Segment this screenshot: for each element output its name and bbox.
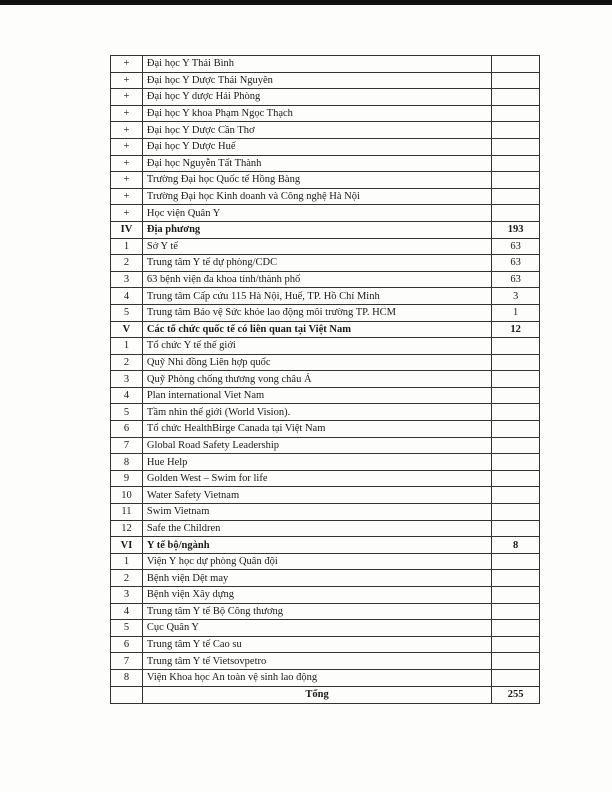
- table-row: [111, 454, 540, 471]
- row-count-cell: [492, 587, 540, 604]
- table-row: [111, 371, 540, 388]
- organization-table: [110, 55, 540, 704]
- row-number-cell: 12: [111, 520, 143, 537]
- row-number-cell: V: [111, 321, 143, 338]
- table-row: [111, 89, 540, 106]
- row-number-cell: 8: [111, 454, 143, 471]
- row-count-cell: 12: [492, 321, 540, 338]
- table-row: [111, 387, 540, 404]
- row-count-cell: [492, 122, 540, 139]
- row-name-cell: Đại học Nguyễn Tất Thành: [142, 155, 491, 172]
- row-number-cell: 3: [111, 271, 143, 288]
- row-number-cell: 2: [111, 354, 143, 371]
- table-row: [111, 122, 540, 139]
- row-count-cell: 8: [492, 537, 540, 554]
- row-name-cell: Plan international Viet Nam: [142, 387, 491, 404]
- row-count-cell: 63: [492, 271, 540, 288]
- row-count-cell: [492, 669, 540, 686]
- row-count-cell: 63: [492, 238, 540, 255]
- row-number-cell: +: [111, 122, 143, 139]
- row-number-cell: 2: [111, 255, 143, 272]
- row-count-cell: [492, 470, 540, 487]
- table-row: [111, 653, 540, 670]
- row-number-cell: 10: [111, 487, 143, 504]
- row-number-cell: 6: [111, 421, 143, 438]
- row-number-cell: +: [111, 155, 143, 172]
- row-name-cell: Trung tâm Y tế Bộ Công thương: [142, 603, 491, 620]
- table-row: [111, 105, 540, 122]
- row-name-cell: Đại học Y Dược Cần Thơ: [142, 122, 491, 139]
- row-count-cell: [492, 188, 540, 205]
- row-count-cell: [492, 437, 540, 454]
- row-name-cell: Quỹ Nhi đồng Liên hợp quốc: [142, 354, 491, 371]
- table-row: [111, 437, 540, 454]
- row-name-cell: Safe the Children: [142, 520, 491, 537]
- row-count-cell: [492, 205, 540, 222]
- row-number-cell: +: [111, 172, 143, 189]
- row-count-cell: 63: [492, 255, 540, 272]
- row-count-cell: [492, 387, 540, 404]
- row-name-cell: Trung tâm Cấp cứu 115 Hà Nội, Huế, TP. Hồ Chí Minh: [142, 288, 491, 305]
- row-number-cell: +: [111, 56, 143, 73]
- row-count-cell: 3: [492, 288, 540, 305]
- row-name-cell: Trường Đại học Kinh doanh và Công nghệ Hà Nội: [142, 188, 491, 205]
- row-count-cell: [492, 172, 540, 189]
- row-number-cell: VI: [111, 537, 143, 554]
- row-name-cell: Bệnh viện Dệt may: [142, 570, 491, 587]
- row-name-cell: Golden West – Swim for life: [142, 470, 491, 487]
- table-row: [111, 354, 540, 371]
- row-number-cell: 3: [111, 587, 143, 604]
- table-row: [111, 470, 540, 487]
- row-count-cell: [492, 138, 540, 155]
- row-number-cell: +: [111, 188, 143, 205]
- row-count-cell: [492, 454, 540, 471]
- row-name-cell: Học viện Quân Y: [142, 205, 491, 222]
- row-count-cell: [492, 155, 540, 172]
- table-row: [111, 487, 540, 504]
- table-row: [111, 669, 540, 686]
- row-name-cell: Đại học Y khoa Phạm Ngọc Thạch: [142, 105, 491, 122]
- table-row: [111, 570, 540, 587]
- table-row: [111, 603, 540, 620]
- row-count-cell: [492, 338, 540, 355]
- row-number-cell: +: [111, 105, 143, 122]
- row-count-cell: [492, 354, 540, 371]
- table-row: [111, 72, 540, 89]
- table-row: [111, 238, 540, 255]
- row-number-cell: 1: [111, 238, 143, 255]
- row-number-cell: 1: [111, 553, 143, 570]
- row-count-cell: [492, 570, 540, 587]
- row-name-cell: Viện Y học dự phòng Quân đội: [142, 553, 491, 570]
- row-name-cell: Sở Y tế: [142, 238, 491, 255]
- row-name-cell: Y tế bộ/ngành: [142, 537, 491, 554]
- row-number-cell: 7: [111, 437, 143, 454]
- row-number-cell: +: [111, 205, 143, 222]
- row-name-cell: Các tổ chức quốc tế có liên quan tại Việt Nam: [142, 321, 491, 338]
- row-name-cell: Trung tâm Y tế Cao su: [142, 636, 491, 653]
- row-count-cell: 255: [492, 686, 540, 703]
- row-count-cell: [492, 520, 540, 537]
- row-count-cell: 1: [492, 304, 540, 321]
- row-name-cell: Tổ chức Y tế thế giới: [142, 338, 491, 355]
- row-count-cell: [492, 620, 540, 637]
- row-number-cell: +: [111, 89, 143, 106]
- table-row: [111, 636, 540, 653]
- table-row: [111, 172, 540, 189]
- table-row: [111, 205, 540, 222]
- section-row: [111, 537, 540, 554]
- row-name-cell: Đại học Y dược Hải Phòng: [142, 89, 491, 106]
- row-name-cell: 63 bệnh viện đa khoa tỉnh/thành phố: [142, 271, 491, 288]
- row-name-cell: Tổ chức HealthBirge Canada tại Việt Nam: [142, 421, 491, 438]
- table-row: [111, 620, 540, 637]
- table-row: [111, 587, 540, 604]
- row-number-cell: 4: [111, 603, 143, 620]
- row-name-cell: Tầm nhìn thế giới (World Vision).: [142, 404, 491, 421]
- section-row: [111, 321, 540, 338]
- row-count-cell: [492, 487, 540, 504]
- table-row: [111, 504, 540, 521]
- row-name-cell: Hue Help: [142, 454, 491, 471]
- row-number-cell: 8: [111, 669, 143, 686]
- table-row: [111, 304, 540, 321]
- table-row: [111, 338, 540, 355]
- table-row: [111, 404, 540, 421]
- row-count-cell: [492, 105, 540, 122]
- row-count-cell: [492, 72, 540, 89]
- row-name-cell: Quỹ Phòng chống thương vong châu Á: [142, 371, 491, 388]
- row-name-cell: Trung tâm Bảo vệ Sức khỏe lao động môi trường TP. HCM: [142, 304, 491, 321]
- row-name-cell: Địa phương: [142, 221, 491, 238]
- table-row: [111, 56, 540, 73]
- row-number-cell: IV: [111, 221, 143, 238]
- row-number-cell: [111, 686, 143, 703]
- total-row: [111, 686, 540, 703]
- row-count-cell: [492, 636, 540, 653]
- row-name-cell: Trung tâm Y tế Vietsovpetro: [142, 653, 491, 670]
- table-row: [111, 520, 540, 537]
- row-count-cell: [492, 653, 540, 670]
- row-number-cell: 1: [111, 338, 143, 355]
- table-row: [111, 188, 540, 205]
- row-number-cell: 7: [111, 653, 143, 670]
- row-number-cell: 5: [111, 620, 143, 637]
- row-count-cell: [492, 89, 540, 106]
- table-row: [111, 421, 540, 438]
- row-name-cell: Bệnh viện Xây dựng: [142, 587, 491, 604]
- row-name-cell: Đại học Y Dược Huế: [142, 138, 491, 155]
- row-number-cell: 5: [111, 404, 143, 421]
- table-row: [111, 155, 540, 172]
- row-number-cell: 6: [111, 636, 143, 653]
- table-row: [111, 271, 540, 288]
- row-name-cell: Trường Đại học Quốc tế Hồng Bàng: [142, 172, 491, 189]
- row-number-cell: 5: [111, 304, 143, 321]
- page-top-edge: [0, 0, 612, 5]
- row-number-cell: 2: [111, 570, 143, 587]
- row-count-cell: [492, 504, 540, 521]
- row-count-cell: 193: [492, 221, 540, 238]
- section-row: [111, 221, 540, 238]
- row-name-cell: Cục Quân Y: [142, 620, 491, 637]
- row-name-cell: Đại học Y Thái Bình: [142, 56, 491, 73]
- table-row: [111, 138, 540, 155]
- row-name-cell: Đại học Y Dược Thái Nguyên: [142, 72, 491, 89]
- row-count-cell: [492, 404, 540, 421]
- row-count-cell: [492, 56, 540, 73]
- row-number-cell: 4: [111, 387, 143, 404]
- row-name-cell: Water Safety Vietnam: [142, 487, 491, 504]
- row-number-cell: 3: [111, 371, 143, 388]
- table-row: [111, 255, 540, 272]
- row-number-cell: 4: [111, 288, 143, 305]
- row-number-cell: +: [111, 72, 143, 89]
- row-count-cell: [492, 553, 540, 570]
- row-count-cell: [492, 421, 540, 438]
- row-name-cell: Trung tâm Y tế dự phòng/CDC: [142, 255, 491, 272]
- row-name-cell: Global Road Safety Leadership: [142, 437, 491, 454]
- row-number-cell: +: [111, 138, 143, 155]
- table-body: [111, 56, 540, 704]
- row-number-cell: 11: [111, 504, 143, 521]
- row-count-cell: [492, 603, 540, 620]
- row-name-cell: Swim Vietnam: [142, 504, 491, 521]
- table-row: [111, 288, 540, 305]
- row-name-cell: Tổng: [142, 686, 491, 703]
- row-name-cell: Viện Khoa học An toàn vệ sinh lao động: [142, 669, 491, 686]
- row-count-cell: [492, 371, 540, 388]
- row-number-cell: 9: [111, 470, 143, 487]
- table-row: [111, 553, 540, 570]
